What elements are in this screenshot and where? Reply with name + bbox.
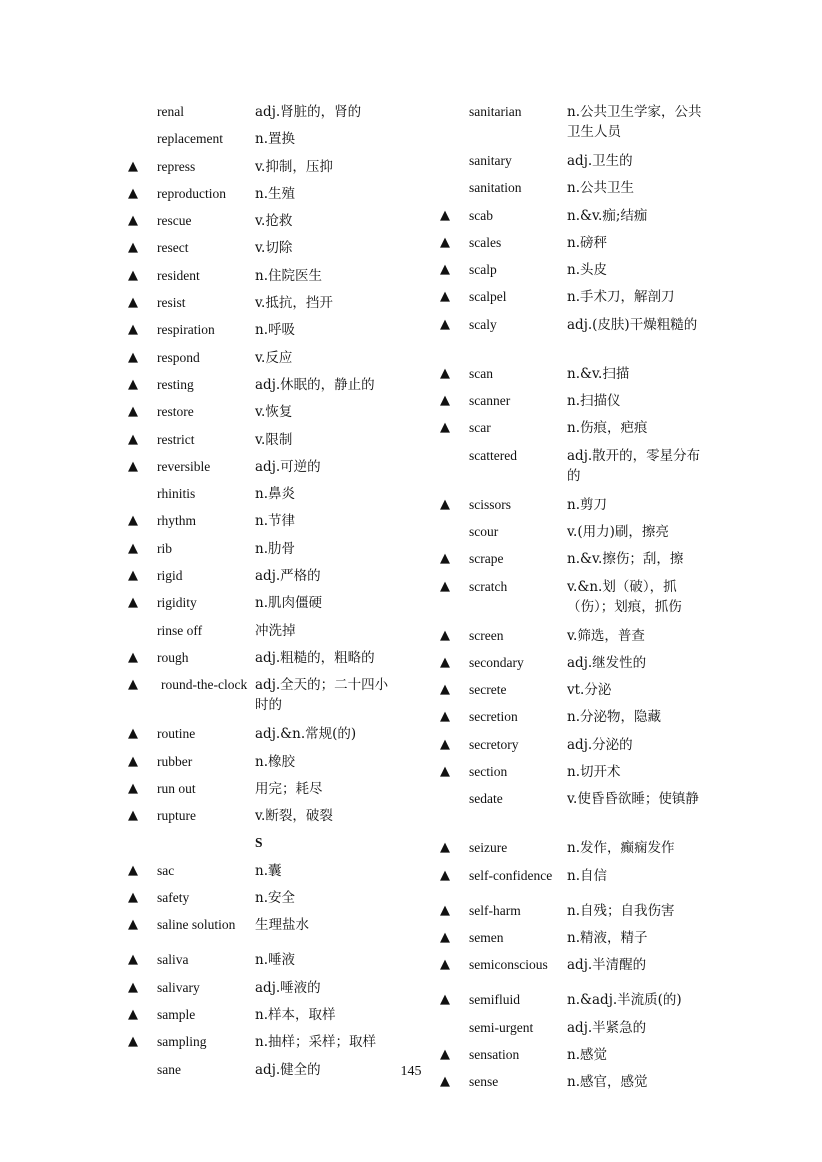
entry-term: secondary [469,654,524,670]
triangle-marker-icon: ▲ [440,957,450,973]
entry-term: rib [157,540,172,556]
entry-definition: v.限制 [255,431,293,448]
entry-definition: n.节律 [255,513,295,530]
glossary-entry [440,547,710,574]
glossary-entry [440,705,710,732]
glossary-entry [440,100,710,149]
glossary-entry [128,646,398,673]
triangle-marker-icon: ▲ [440,316,450,332]
entry-term: scar [469,420,491,436]
glossary-entry [128,976,398,1003]
entry-term: sanitarian [469,104,522,119]
page-number: 145 [400,1064,422,1079]
triangle-marker-icon: ▲ [128,952,138,968]
glossary-entry [440,493,710,520]
entry-definition: n.扫描仪 [567,393,621,410]
glossary-entry [128,373,398,400]
triangle-marker-icon: ▲ [440,578,450,594]
entry-definition: adj.散开的，零星分布的 [567,447,701,484]
triangle-marker-icon: ▲ [128,808,138,824]
glossary-entry [440,899,710,926]
entry-definition: 冲洗掉 [255,622,296,639]
entry-definition: n.感官，感觉 [567,1074,648,1091]
triangle-marker-icon: ▲ [128,376,138,392]
entry-definition: adj.唾液的 [255,979,321,996]
entry-term: saliva [157,952,189,968]
entry-definition: n.发作，癫痫发作 [567,840,675,857]
entry-term: scissors [469,496,512,512]
glossary-entry [128,291,398,318]
triangle-marker-icon: ▲ [128,726,138,742]
entry-definition: n.手术刀，解剖刀 [567,289,675,306]
glossary-entry [440,926,710,953]
triangle-marker-icon: ▲ [440,627,450,643]
glossary-right-column [440,100,710,1097]
entry-definition: v.&n.划（破），抓（伤）；划痕，抓伤 [567,578,682,615]
triangle-marker-icon: ▲ [440,682,450,698]
entry-term: round-the-clock [161,677,248,693]
entry-term: scalp [469,262,497,278]
entry-term: restore [157,404,194,420]
glossary-entry [440,787,710,836]
glossary-entry [128,564,398,591]
entry-definition: n.感觉 [567,1046,607,1063]
glossary-entry [128,264,398,291]
glossary-entry [128,400,398,427]
glossary-entry [128,750,398,777]
triangle-marker-icon: ▲ [440,840,450,856]
triangle-marker-icon: ▲ [440,1046,450,1062]
triangle-marker-icon: ▲ [128,295,138,311]
entry-term: semi-urgent [469,1019,534,1035]
entry-definition: n.&v.扫描 [567,365,630,382]
glossary-entry [440,231,710,258]
entry-definition: n.&adj.半流质(的) [567,992,682,1009]
entry-definition: n.伤痕，疤痕 [567,420,648,437]
entry-definition: n.剪刀 [567,496,607,513]
entry-definition: n.肋骨 [255,540,295,557]
triangle-marker-icon: ▲ [128,540,138,556]
entry-term: section [469,764,508,780]
triangle-marker-icon: ▲ [440,365,450,381]
triangle-marker-icon: ▲ [128,1034,138,1050]
entry-term: resting [157,376,194,392]
glossary-entry [128,346,398,373]
triangle-marker-icon: ▲ [128,890,138,906]
entry-term: respiration [157,322,215,338]
glossary-entry [128,509,398,536]
triangle-marker-icon: ▲ [440,992,450,1008]
glossary-entry [440,864,710,899]
triangle-marker-icon: ▲ [128,979,138,995]
entry-term: scanner [469,393,511,409]
glossary-entry [128,1003,398,1030]
entry-definition: adj.卫生的 [567,153,633,169]
entry-definition: n.自信 [567,867,607,884]
entry-definition: 用完；耗尽 [255,780,323,797]
triangle-marker-icon: ▲ [128,267,138,283]
entry-term: sane [157,1061,181,1077]
entry-definition: n.公共卫生学家，公共卫生人员 [567,104,702,140]
entry-definition: v.筛选，普查 [567,627,645,644]
entry-term: semen [469,929,504,945]
glossary-entry [440,389,710,416]
entry-term: repress [157,158,196,174]
triangle-marker-icon: ▲ [440,420,450,436]
triangle-marker-icon: ▲ [440,496,450,512]
glossary-entry [128,127,398,154]
entry-definition: adj.肾脏的，肾的 [255,104,362,120]
entry-definition: adj.半紧急的 [567,1019,647,1036]
glossary-entry [128,859,398,886]
glossary-entry [128,886,398,913]
entry-definition: n.自残；自我伤害 [567,902,675,919]
entry-definition: adj.半清醒的 [567,957,647,974]
glossary-entry [128,236,398,263]
entry-definition: adj.(皮肤)干燥粗糙的 [567,316,698,333]
glossary-entry [440,149,710,176]
triangle-marker-icon: ▲ [440,551,450,567]
triangle-marker-icon: ▲ [128,862,138,878]
triangle-marker-icon: ▲ [128,240,138,256]
glossary-entry [440,520,710,547]
entry-term: sanitation [469,180,522,196]
entry-definition: n.住院医生 [255,267,322,284]
entry-term: rubber [157,753,193,769]
glossary-entry [440,258,710,285]
triangle-marker-icon: ▲ [440,929,450,945]
entry-term: rigid [157,568,183,584]
triangle-marker-icon: ▲ [128,753,138,769]
glossary-entry [128,948,398,975]
glossary-entry [128,1030,398,1057]
entry-term: safety [157,890,190,906]
entry-term: renal [157,104,184,119]
glossary-entry [440,204,710,231]
entry-definition: n.生殖 [255,185,295,202]
triangle-marker-icon: ▲ [440,393,450,409]
glossary-entry [440,176,710,203]
entry-term: rhinitis [157,486,196,502]
entry-definition: n.切开术 [567,764,621,781]
entry-definition: n.安全 [255,890,295,907]
glossary-entry [440,416,710,443]
entry-term: resect [157,240,189,256]
glossary-entry [128,537,398,564]
triangle-marker-icon: ▲ [128,185,138,201]
glossary-entry [440,651,710,678]
entry-definition: adj.粗糙的，粗略的 [255,649,375,666]
triangle-marker-icon: ▲ [128,431,138,447]
glossary-entry [440,1016,710,1043]
entry-term: scan [469,365,493,381]
triangle-marker-icon: ▲ [440,654,450,670]
triangle-marker-icon: ▲ [128,322,138,338]
entry-term: scour [469,523,499,539]
entry-definition: v.抢救 [255,213,293,230]
entry-definition: n.头皮 [567,262,607,279]
glossary-entry [128,913,398,948]
triangle-marker-icon: ▲ [128,1006,138,1022]
glossary-entry [128,804,398,831]
entry-definition: v.恢复 [255,404,293,421]
glossary-entry [440,988,710,1015]
triangle-marker-icon: ▲ [128,213,138,229]
entry-term: screen [469,627,504,643]
entry-definition: adj.继发性的 [567,654,647,671]
glossary-entry [128,722,398,749]
entry-definition: n.分泌物，隐藏 [567,709,661,726]
entry-definition: adj.全天的；二十四小时的 [255,677,389,714]
triangle-marker-icon: ▲ [128,677,138,693]
triangle-marker-icon: ▲ [128,595,138,611]
triangle-marker-icon: ▲ [440,207,450,223]
entry-term: seizure [469,840,508,856]
entry-definition: n.精液，精子 [567,929,648,946]
entry-definition: n.橡胶 [255,753,295,770]
entry-definition: vt.分泌 [567,682,612,699]
entry-term: scab [469,207,493,223]
entry-term: sample [157,1006,196,1022]
triangle-marker-icon: ▲ [128,917,138,933]
entry-term: reversible [157,458,211,474]
entry-definition: 生理盐水 [255,917,309,934]
entry-term: rinse off [157,622,203,638]
entry-definition: n.囊 [255,862,282,879]
entry-definition: v.切除 [255,240,293,257]
section-letter: S [255,835,263,851]
entry-term: run out [157,780,196,796]
entry-term: scratch [469,578,508,594]
glossary-entry [440,624,710,651]
entry-definition: v.反应 [255,349,293,366]
glossary-entry [128,209,398,236]
entry-term: self-harm [469,902,521,918]
entry-definition: adj.&n.常规(的) [255,726,357,743]
triangle-marker-icon: ▲ [440,1074,450,1090]
glossary-entry [440,953,710,988]
entry-term: secretion [469,709,518,725]
glossary-entry [440,362,710,389]
entry-definition: adj.分泌的 [567,736,633,753]
glossary-entry [440,444,710,493]
glossary-entry [128,318,398,345]
entry-term: sampling [157,1034,207,1050]
entry-term: sanitary [469,153,512,168]
triangle-marker-icon: ▲ [440,736,450,752]
glossary-entry [440,678,710,705]
entry-term: scales [469,234,502,250]
entry-definition: n.磅秤 [567,234,607,251]
entry-definition: adj.严格的 [255,568,321,585]
glossary-left-column [128,100,398,1085]
entry-definition: n.唾液 [255,952,295,969]
glossary-entry [440,313,710,362]
entry-term: rough [157,649,189,665]
entry-term: sac [157,862,175,878]
glossary-entry [128,831,398,858]
entry-term: rigidity [157,595,197,611]
glossary-entry [128,455,398,482]
triangle-marker-icon: ▲ [128,158,138,174]
entry-definition: n.呼吸 [255,322,295,339]
triangle-marker-icon: ▲ [128,404,138,420]
entry-term: resist [157,295,186,311]
entry-definition: adj.健全的 [255,1061,321,1078]
entry-term: secretory [469,736,519,752]
glossary-entry [128,777,398,804]
entry-definition: n.&v.痂;结痂 [567,207,648,224]
glossary-entry [128,591,398,618]
entry-definition: n.样本，取样 [255,1006,336,1023]
entry-definition: v.使昏昏欲睡；使镇静 [567,791,699,808]
triangle-marker-icon: ▲ [128,568,138,584]
entry-term: routine [157,726,196,742]
entry-term: semifluid [469,992,520,1008]
triangle-marker-icon: ▲ [128,458,138,474]
entry-term: reproduction [157,185,226,201]
entry-term: rhythm [157,513,196,529]
glossary-entry [128,482,398,509]
entry-term: semiconscious [469,957,548,973]
entry-term: resident [157,267,200,283]
glossary-entry [128,182,398,209]
entry-definition: v.抵抗，挡开 [255,295,333,312]
entry-definition: n.鼻炎 [255,486,295,503]
triangle-marker-icon: ▲ [128,513,138,529]
entry-term: self-confidence [469,867,553,883]
triangle-marker-icon: ▲ [440,902,450,918]
entry-term: scattered [469,447,517,463]
entry-term: rescue [157,213,192,229]
entry-definition: adj.可逆的 [255,458,321,475]
entry-term: replacement [157,131,223,147]
entry-term: sensation [469,1046,520,1062]
entry-term: scalpel [469,289,507,305]
glossary-entry [440,836,710,863]
triangle-marker-icon: ▲ [440,262,450,278]
glossary-entry [128,619,398,646]
entry-definition: n.置换 [255,131,295,148]
glossary-entry [128,155,398,182]
triangle-marker-icon: ▲ [128,780,138,796]
entry-term: scaly [469,316,497,332]
glossary-entry [440,575,710,624]
entry-definition: n.公共卫生 [567,180,634,197]
glossary-entry [440,760,710,787]
triangle-marker-icon: ▲ [440,289,450,305]
triangle-marker-icon: ▲ [440,764,450,780]
entry-definition: v.(用力)刷，擦亮 [567,523,669,540]
entry-definition: v.断裂，破裂 [255,808,333,825]
entry-term: rupture [157,808,196,824]
entry-definition: n.&v.擦伤；刮，擦 [567,551,684,568]
triangle-marker-icon: ▲ [440,234,450,250]
entry-definition: n.肌肉僵硬 [255,595,322,612]
entry-term: sense [469,1074,499,1090]
entry-term: saline solution [157,917,236,933]
entry-term: sedate [469,791,503,807]
glossary-entry [128,100,398,127]
glossary-entry [128,673,398,722]
triangle-marker-icon: ▲ [440,709,450,725]
entry-definition: v.抑制，压抑 [255,158,333,175]
entry-term: respond [157,349,200,365]
entry-definition: n.抽样；采样；取样 [255,1034,376,1051]
glossary-entry [440,285,710,312]
entry-definition: adj.休眠的，静止的 [255,376,375,393]
glossary-entry [440,733,710,760]
glossary-entry [128,428,398,455]
entry-term: secrete [469,682,507,698]
triangle-marker-icon: ▲ [128,649,138,665]
triangle-marker-icon: ▲ [128,349,138,365]
entry-term: scrape [469,551,504,567]
entry-term: restrict [157,431,195,447]
triangle-marker-icon: ▲ [440,867,450,883]
entry-term: salivary [157,979,200,995]
